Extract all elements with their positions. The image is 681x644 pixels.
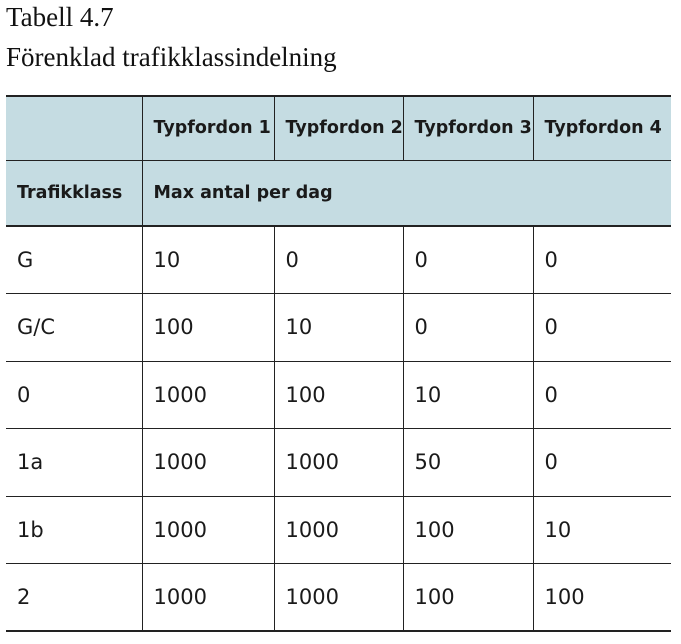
table-cell: 0 (533, 429, 671, 497)
table-cell: 1000 (274, 429, 403, 497)
column-header-typfordon-4: Typfordon 4 (533, 96, 671, 160)
row-label: G/C (17, 315, 56, 340)
traffic-class-table (6, 95, 671, 632)
column-header-typfordon-2: Typfordon 2 (274, 96, 403, 160)
table-cell: 100 (533, 564, 671, 632)
table-row (6, 564, 671, 632)
table-cell: 1000 (274, 564, 403, 632)
row-label: 1a (17, 450, 44, 475)
table-cell: 10 (403, 361, 533, 429)
table-cell: 100 (403, 496, 533, 564)
row-header-label: Trafikklass (6, 160, 142, 226)
table-cell: 1000 (274, 496, 403, 564)
row-label: 1b (17, 517, 44, 542)
table-caption-title: Tabell 4.7 (6, 2, 114, 32)
column-header-row (6, 96, 671, 160)
table-row (6, 294, 671, 362)
table-row (6, 496, 671, 564)
table-cell: 100 (274, 361, 403, 429)
table-row (6, 429, 671, 497)
table-cell: 0 (533, 294, 671, 362)
table-cell: 10 (533, 496, 671, 564)
span-header-label: Max antal per dag (142, 160, 671, 226)
table-cell: 0 (533, 361, 671, 429)
row-label: 0 (17, 382, 31, 407)
table-cell: 1000 (142, 429, 274, 497)
table-cell: 0 (274, 226, 403, 294)
table-cell: 0 (403, 226, 533, 294)
table-cell: 50 (403, 429, 533, 497)
column-header-typfordon-3: Typfordon 3 (403, 96, 533, 160)
row-label: G (17, 248, 34, 272)
table-row (6, 361, 671, 429)
table-cell: 100 (403, 564, 533, 632)
table-cell: 1000 (142, 564, 274, 632)
corner-cell (6, 96, 142, 160)
table-cell: 0 (403, 294, 533, 362)
column-header-typfordon-1: Typfordon 1 (142, 96, 274, 160)
row-label: 2 (17, 585, 31, 609)
table-cell: 10 (142, 226, 274, 294)
table-caption-subtitle: Förenklad trafikklassindelning (6, 42, 337, 72)
table-row (6, 226, 671, 294)
table-cell: 100 (142, 294, 274, 362)
table-cell: 10 (274, 294, 403, 362)
subheader-row (6, 160, 671, 226)
table-cell: 1000 (142, 361, 274, 429)
table-cell: 1000 (142, 496, 274, 564)
table-cell: 0 (533, 226, 671, 294)
